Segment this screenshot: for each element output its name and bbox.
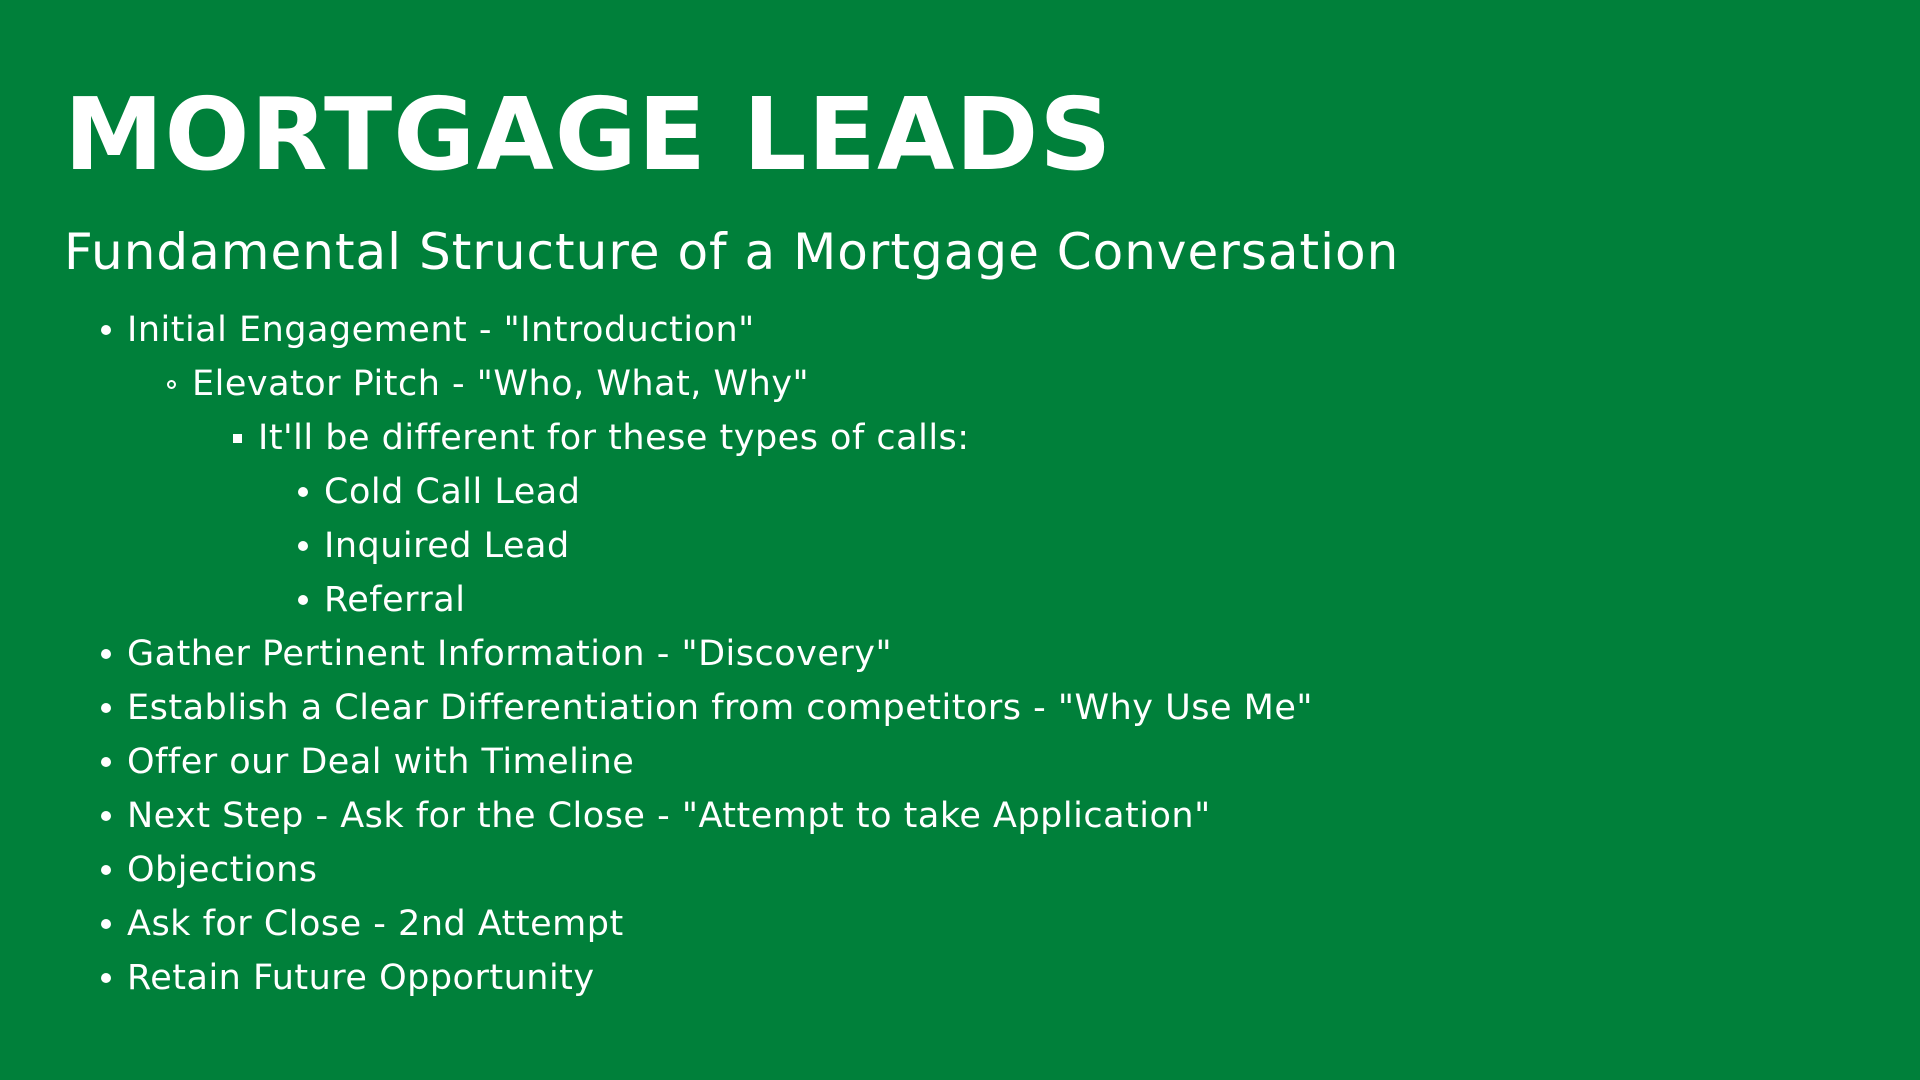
list-item-text: Retain Future Opportunity — [127, 958, 595, 998]
disc-bullet-icon — [101, 649, 111, 659]
disc-bullet-icon — [101, 703, 111, 713]
list-item-text: Gather Pertinent Information - "Discovery" — [127, 634, 893, 674]
list-item-text: Elevator Pitch - "Who, What, Why" — [192, 364, 810, 404]
disc-bullet-icon — [101, 865, 111, 875]
list-item-text: Offer our Deal with Timeline — [127, 742, 635, 782]
list-item-text: It'll be different for these types of calls: — [258, 418, 970, 458]
list-item-text: Objections — [127, 850, 318, 890]
list-item — [101, 735, 634, 789]
list-item-text: Ask for Close - 2nd Attempt — [127, 904, 624, 944]
list-item-text: Initial Engagement - "Introduction" — [127, 310, 755, 350]
list-item — [101, 681, 1313, 735]
list-item — [298, 465, 580, 519]
list-item — [101, 897, 624, 951]
list-item-text: Inquired Lead — [324, 526, 570, 566]
disc-bullet-icon — [298, 487, 308, 497]
list-item — [298, 519, 570, 573]
list-item — [233, 411, 970, 465]
list-item — [101, 951, 595, 1005]
disc-bullet-icon — [101, 919, 111, 929]
disc-bullet-icon — [101, 757, 111, 767]
list-item — [167, 357, 809, 411]
disc-bullet-icon — [101, 973, 111, 983]
list-item — [298, 573, 465, 627]
list-item-text: Referral — [324, 580, 466, 620]
slide-subtitle: Fundamental Structure of a Mortgage Conversation — [64, 223, 1400, 281]
square-bullet-icon — [233, 434, 242, 443]
list-item — [101, 303, 755, 357]
list-item — [101, 843, 318, 897]
list-item-text: Next Step - Ask for the Close - "Attempt to take Application" — [127, 796, 1211, 836]
list-item — [101, 627, 892, 681]
disc-bullet-icon — [298, 541, 308, 551]
disc-bullet-icon — [101, 325, 111, 335]
disc-bullet-icon — [298, 595, 308, 605]
list-item-text: Cold Call Lead — [324, 472, 581, 512]
circle-bullet-icon — [167, 380, 176, 389]
list-item-text: Establish a Clear Differentiation from competitors - "Why Use Me" — [127, 688, 1313, 728]
disc-bullet-icon — [101, 811, 111, 821]
list-item — [101, 789, 1211, 843]
slide-title: MORTGAGE LEADS — [64, 76, 1113, 193]
